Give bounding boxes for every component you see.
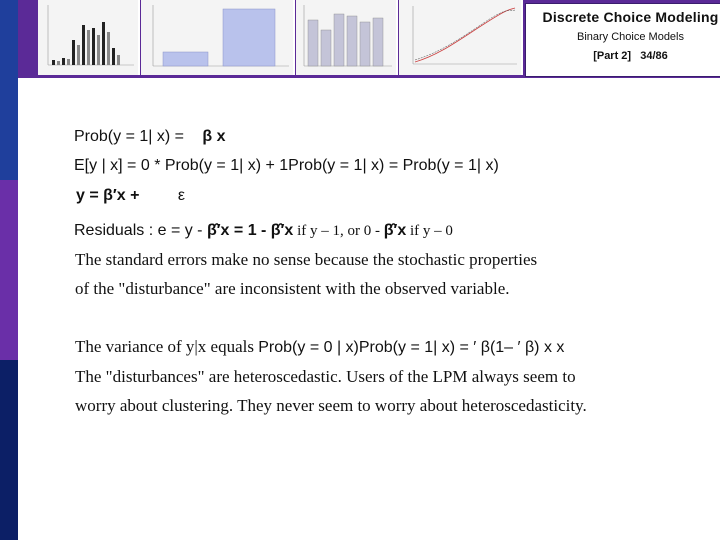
- equation-lpm-prob-rhs: β x: [202, 128, 226, 145]
- equation-residuals: [74, 222, 453, 240]
- equation-lpm-prob: [74, 128, 226, 146]
- thumbnail-line-plot: [399, 0, 523, 75]
- equation-model: [76, 187, 185, 205]
- text-heteroscedastic-1: The "disturbances" are heteroscedastic. Users of the LPM always seem to: [75, 367, 576, 386]
- variance-formula: Prob(y = 0 | x)Prob(y = 1| x) = ′ β(1– ′ β) x x: [258, 339, 565, 356]
- left-rail-middle: [0, 180, 18, 360]
- residuals-cond1: if y – 1, or 0 -: [293, 223, 384, 239]
- slide-title-box: [525, 3, 720, 77]
- page-number: 34/86: [640, 50, 668, 62]
- slide-subtitle: Binary Choice Models: [577, 31, 684, 43]
- thumbnail-bar-chart: [38, 0, 140, 75]
- left-rail-bottom: [0, 360, 18, 540]
- residuals-lhs: Residuals : e = y -: [74, 222, 207, 239]
- text-standard-errors-2: of the "disturbance" are inconsistent with the observed variable.: [75, 279, 510, 298]
- text-variance: [75, 337, 564, 357]
- slide-page-info: [526, 50, 720, 62]
- equation-model-error: ε: [177, 187, 186, 204]
- equation-lpm-prob-lhs: Prob(y = 1| x) =: [74, 128, 189, 145]
- text-heteroscedastic-2: worry about clustering. They never seem to worry about heteroscedasticity.: [75, 396, 587, 415]
- thumbnail-column-chart: [296, 0, 398, 75]
- equation-model-lhs: y = β′x +: [76, 187, 140, 204]
- left-rail-top: [0, 0, 18, 180]
- residuals-case2: β̂′x: [383, 222, 407, 239]
- residuals-case1: β̂′x = 1 - β̂′x: [206, 222, 294, 239]
- thumbnail-histogram: [141, 0, 295, 75]
- slide-title: Discrete Choice Modeling: [542, 9, 719, 25]
- text-standard-errors-1: The standard errors make no sense because the stochastic properties: [75, 250, 538, 269]
- variance-label: The variance of y|x equals: [75, 337, 259, 356]
- residuals-cond2: if y – 0: [406, 223, 453, 239]
- part-label: [Part 2]: [593, 50, 632, 62]
- equation-expectation: E[y | x] = 0 * Prob(y = 1| x) + 1Prob(y = 1| x) = Prob(y = 1| x): [74, 157, 499, 174]
- header-strip: [18, 0, 720, 78]
